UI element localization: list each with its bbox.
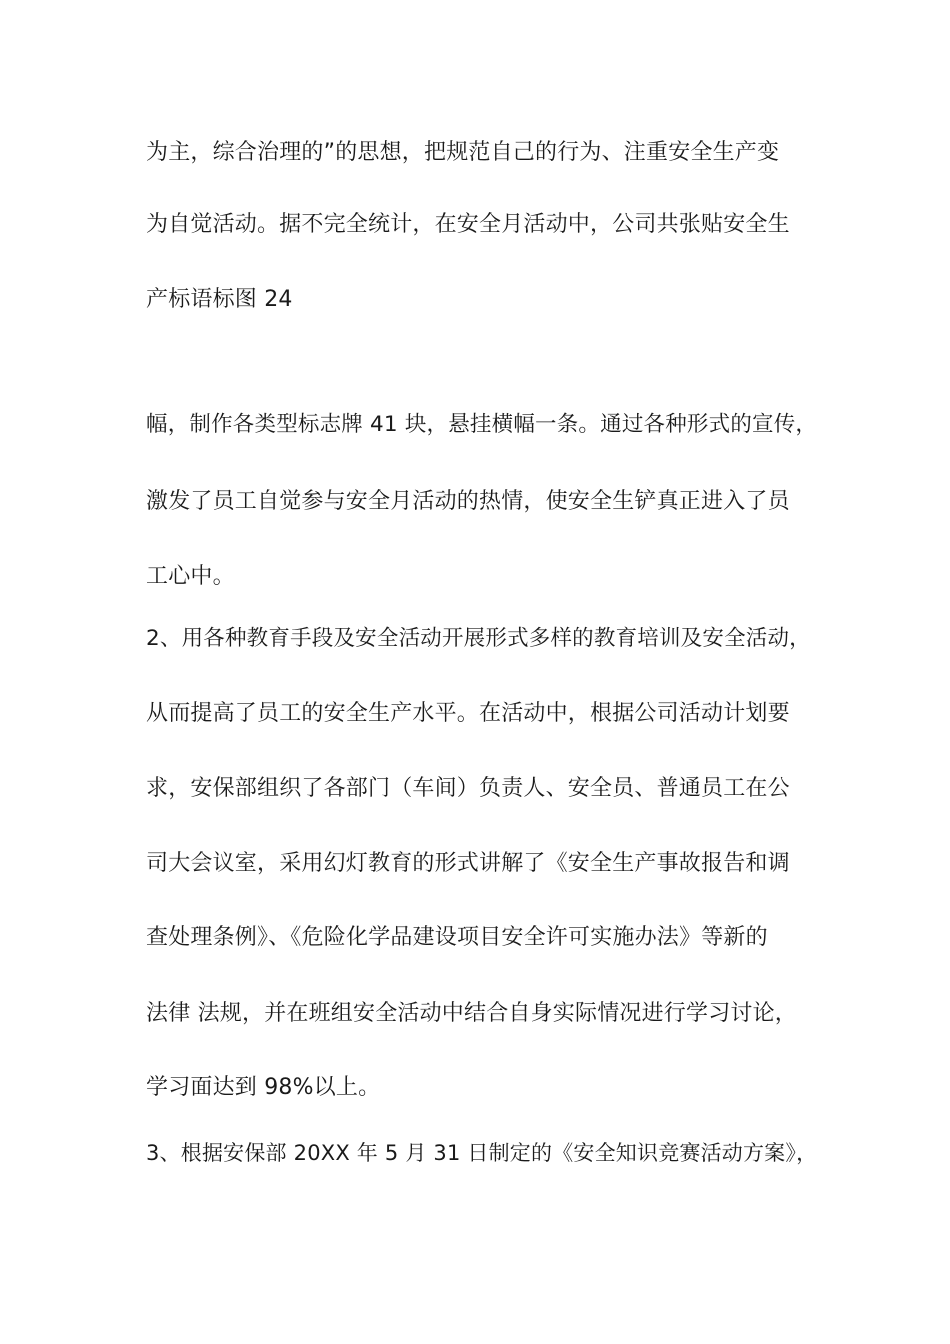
text-line: 法律 法规，并在班组安全活动中结合自身实际情况进行学习讨论， (146, 1001, 797, 1026)
text-line: 幅，制作各类型标志牌 41 块，悬挂横幅一条。通过各种形式的宣传， (146, 412, 818, 437)
text-line: 为主，综合治理的”的思想，把规范自己的行为、注重安全生产变 (146, 140, 780, 165)
text-line: 从而提高了员工的安全生产水平。在活动中，根据公司活动计划要 (146, 701, 790, 726)
text-line: 学习面达到 98%以上。 (146, 1075, 381, 1100)
text-line: 工心中。 (146, 564, 235, 589)
text-line: 产标语标图 24 (146, 287, 293, 312)
text-line: 3、根据安保部 20XX 年 5 月 31 日制定的《安全知识竞赛活动方案》， (146, 1141, 818, 1165)
text-line: 司大会议室，采用幻灯教育的形式讲解了《安全生产事故报告和调 (146, 851, 790, 876)
text-line: 2、用各种教育手段及安全活动开展形式多样的教育培训及安全活动， (146, 626, 811, 651)
text-line: 为自觉活动。据不完全统计，在安全月活动中，公司共张贴安全生 (146, 212, 790, 237)
text-line: 查处理条例》、《危险化学品建设项目安全许可实施办法》等新的 (146, 925, 768, 950)
text-line: 激发了员工自觉参与安全月活动的热情，使安全生铲真正进入了员 (146, 489, 790, 514)
text-line: 求，安保部组织了各部门（车间）负责人、安全员、普通员工在公 (146, 776, 790, 801)
